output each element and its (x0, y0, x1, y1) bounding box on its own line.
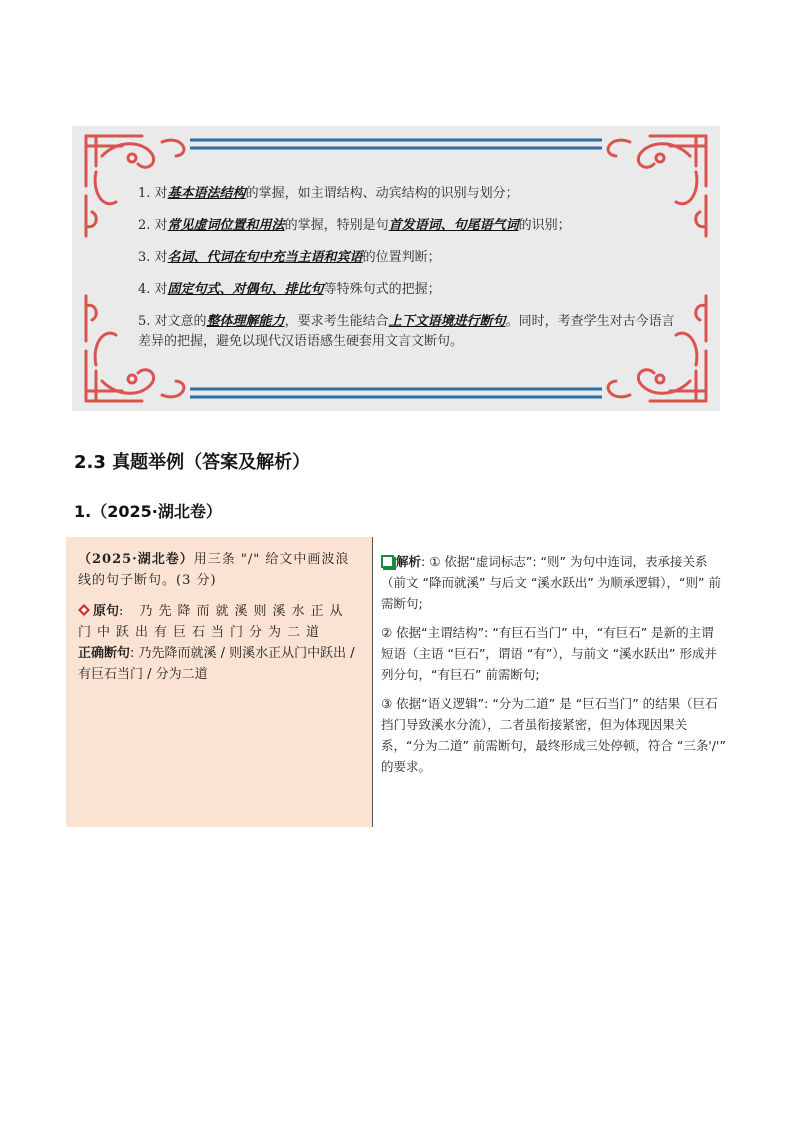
checkbox-icon (381, 555, 394, 568)
question-prompt: （2025·湖北卷）用三条 "/" 给文中画波浪线的句子断句。(3 分) (78, 552, 350, 588)
analysis-cell (375, 537, 734, 827)
criteria-item-4: 4. 对固定句式、对偶句、排比句等特殊句式的把握； (138, 282, 441, 297)
section-heading: 2.3 真题举例（答案及解析） (74, 452, 311, 473)
criteria-list (138, 184, 678, 364)
analysis-point-3: ③ 依据“语义逻辑”: “分为二道” 是 “巨石当门” 的结果（巨石挡门导致溪水分流），二者虽衔接紧密，但为体现因果关系，“分为二道” 前需断句，最终形成三处停顿，符合 “三条'/'” 的要求。 (381, 696, 726, 774)
criteria-item-3: 3. 对名词、代词在句中充当主语和宾语的位置判断； (138, 250, 441, 265)
criteria-item-2: 2. 对常见虚词位置和用法的掌握，特别是句首发语词、句尾语气词的识别； (138, 218, 571, 233)
analysis-point-1: 解析: ① 依据“虚词标志”: “则” 为句中连词，表承接关系（前文 “降而就溪” 与后文 “溪水跃出” 为顺承逻辑），“则” 前需断句; (381, 554, 721, 611)
correct-label: 正确断句 (78, 646, 131, 661)
question-cell (66, 537, 373, 827)
analysis-label: 解析 (396, 554, 422, 569)
sub-heading: 1.（2025·湖北卷） (74, 502, 222, 521)
criteria-item-5: 5. 对文意的整体理解能力，要求考生能结合上下文语境进行断句。同时，考查学生对古今语言差异的把握，避免以现代汉语语感生硬套用文言文断句。 (138, 314, 675, 349)
question-source: （2025·湖北卷） (78, 552, 194, 567)
diamond-bullet-icon (78, 604, 90, 616)
original-sentence: 原句: 乃先降而就溪则溪水正从门中跃出有巨石当门分为二道 (78, 604, 349, 640)
question-analysis-table (66, 537, 734, 827)
analysis-point-2: ② 依据“主谓结构”: “有巨石当门” 中，“有巨石” 是新的主谓短语（主语 “巨石”，谓语 “有”），与前文 “溪水跃出” 形成并列分句，“有巨石” 前需断句; (381, 625, 717, 682)
criteria-item-1: 1. 对基本语法结构的掌握，如主谓结构、动宾结构的识别与划分； (138, 186, 519, 201)
correct-answer: 正确断句: 乃先降而就溪 / 则溪水正从门中跃出 / 有巨石当门 / 分为二道 (78, 646, 355, 682)
original-label: 原句 (93, 604, 120, 619)
